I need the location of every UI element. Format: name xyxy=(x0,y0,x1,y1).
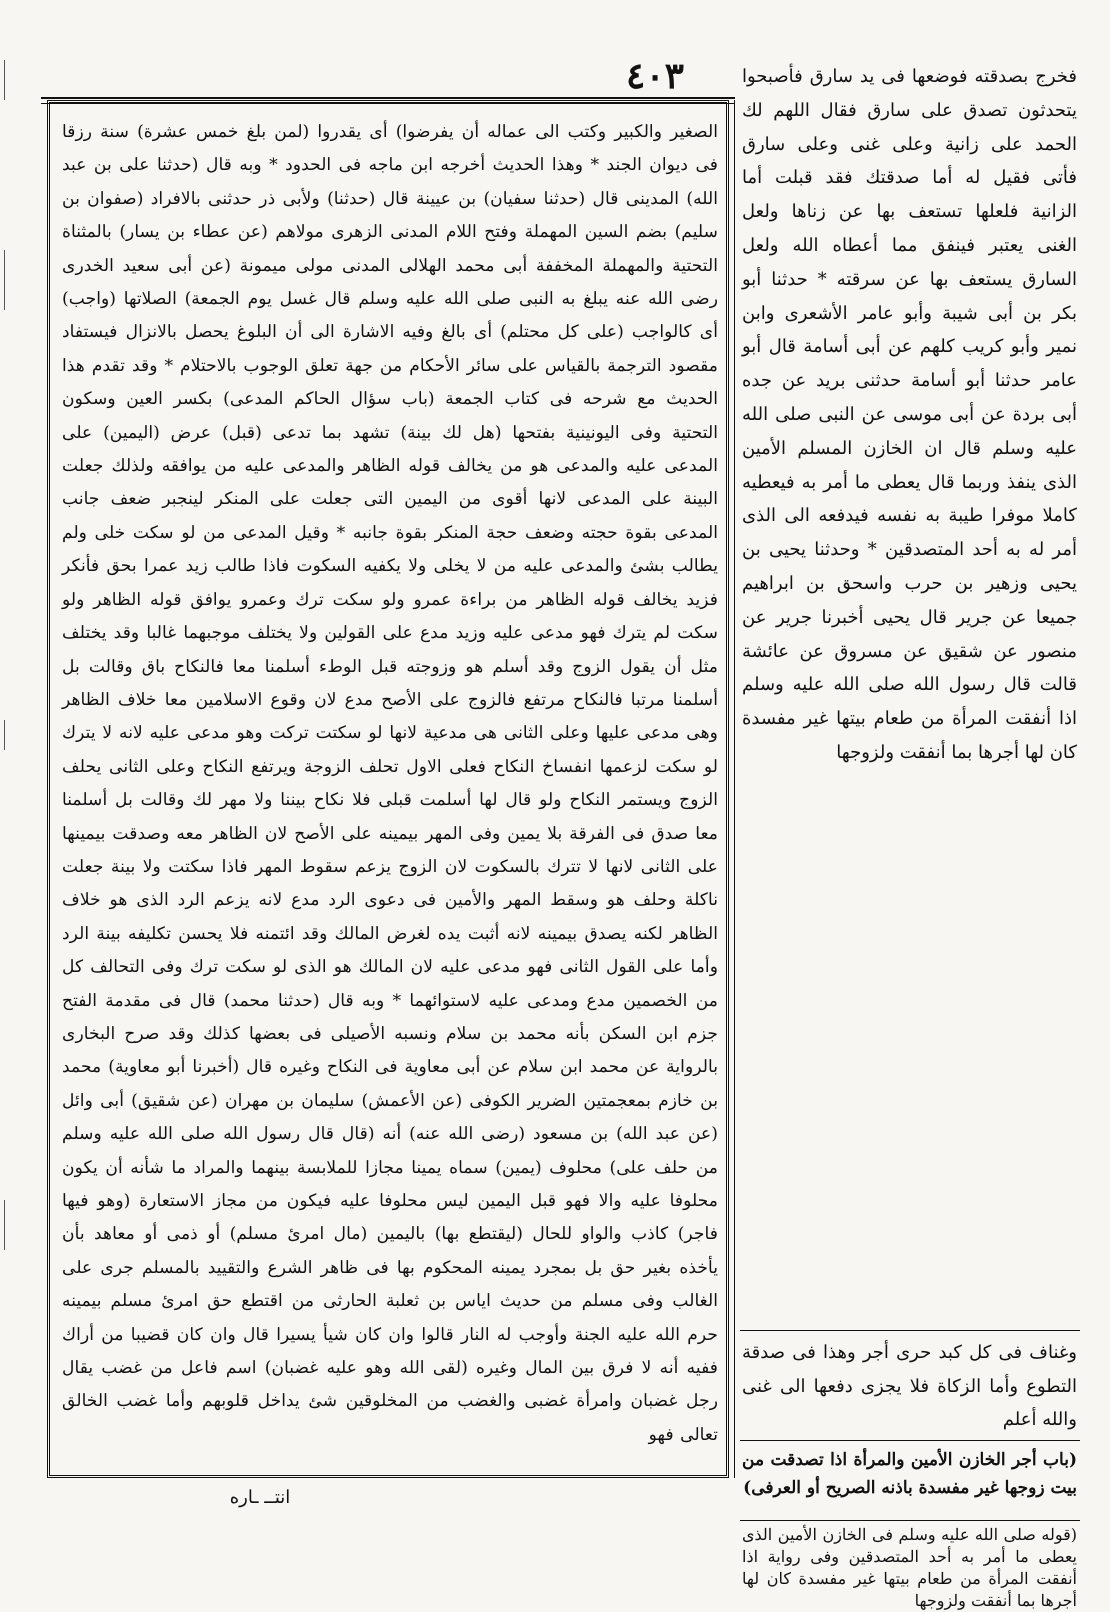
side-middle-paragraph: وغناف فى كل كبد حرى أجر وهذا فى صدقة التطوع وأما الزكاة فلا يجزى دفعها الى غنى والله أعلم xyxy=(742,1342,1077,1430)
main-paragraph: الصغير والكبير وكتب الى عماله أن يفرضوا) أى يقدروا (لمن بلغ خمس عشرة) سنة رزقا فى ديوان الجند * وهذا الحديث أخرجه ابن ماجه فى الحدود * وبه قال (حدثنا على بن عبد الله) المدينى قال (حدثنا سفيان) بن عيينة قال (حدثنا) ولأبى ذر حدثنى بالافراد (صفوان بن سليم) بضم السين المهملة وفتح اللام المدنى الزهرى مولاهم (عن عطاء بن يسار) بالمثناة التحتية والمهملة المخففة أبى محمد الهلالى المدنى مولى ميمونة (عن أبى سعيد الخدرى رضى الله عنه يبلغ به النبى صلى الله عليه وسلم قال غسل يوم الجمعة) الصلاتها (واجب) أى كالواجب (على كل محتلم) أى بالغ وفيه الاشارة الى أن البلوغ يحصل بالانزال فيستفاد مقصود الترجمة بالقياس على سائر الأحكام من جهة تعلق الوجوب بالاحتلام * وقد تقدم هذا الحديث مع شرحه فى كتاب الجمعة (باب سؤال الحاكم المدعى) بكسر العين وسكون التحتية وفى اليونينية بفتحها (هل لك بينة) تشهد بما تدعى (قبل) عرض (اليمين) على المدعى عليه والمدعى هو من يخالف قوله الظاهر والمدعى عليه من يوافقه ولذلك جعلت البينة على المدعى لانها أقوى من اليمين التى جعلت على المنكر لينجبر ضعف جانب المدعى بقوة حجته وضعف حجة المنكر بقوة جانبه * وقيل المدعى من لو سكت خلى ولم يطالب بشئ والمدعى عليه من لا يخلى ولا يكفيه السكوت فاذا طالب زيد عمرا بحق فأنكر فزيد يخالف قوله الظاهر من براءة عمرو ولو سكت ترك وعمرو يوافق قوله الظاهر ولو سكت لم يترك فهو مدعى عليه وزيد مدع على القولين ولا يختلف موجبهما غالبا وقد يختلف مثل أن يقول الزوج وقد أسلم هو وزوجته قبل الوطء أسلمنا معا فالنكاح باق وقالت بل أسلمنا مرتبا فالنكاح مرتفع فالزوج على الأصح مدع لان وقوع الاسلامين معا خلاف الظاهر وهى مدعى عليها وعلى الثانى هى مدعية لانها لو سكتت تركت وهو مدعى عليه لانه لا يترك لو سكت لزعمها انفساخ النكاح فعلى الاول تحلف الزوجة ويرتفع النكاح وعلى الثانى يحلف الزوج ويستمر النكاح ولو قال لها أسلمت قبلى فلا نكاح بيننا ولا مهر لك وقالت بل أسلمنا معا صدق فى الفرقة بلا يمين وفى المهر بيمينه على الأصح لان الظاهر معه وصدقت بيمينها على الثانى لانها لا تترك بالسكوت لان الزوج يزعم سقوط المهر فاذا سكتت ولا بينة جعلت ناكلة وحلف هو وسقط المهر والأمين فى دعوى الرد مدع لانه يزعم الرد الذى هو خلاف الظاهر لكنه يصدق بيمينه لانه أثبت يده لغرض المالك وقد ائتمنه فلا يحسن تكليفه بينة الرد وأما على القول الثانى فهو مدعى عليه لان المالك هو الذى لو سكت ترك وفى التحالف كل من الخصمين مدع ومدعى عليه لاستوائهما * وبه قال (حدثنا محمد) قال فى مقدمة الفتح جزم ابن السكن بأنه محمد بن سلام ونسبه الأصيلى فى بعضها كذلك وقد صرح البخارى بالرواية عن محمد ابن سلام عن أبى معاوية فى النكاح وغيره قال (أخبرنا أبو معاوية) محمد بن خازم بمعجمتين الضرير الكوفى (عن الأعمش) سليمان بن مهران (عن شقيق) أبى وائل (عن عبد الله) بن مسعود (رضى الله عنه) أنه (قال قال رسول الله صلى الله عليه وسلم من حلف على) محلوف (يمين) سماه يمينا مجازا للملابسة بينهما والمراد ما شأنه أن يكون محلوفا عليه والا فهو قبل اليمين ليس محلوفا عليه فيكون من مجاز الاستعارة (وهو فيها فاجر) كاذب والواو للحال (ليقتطع بها) باليمين (مال امرئ مسلم) أو ذمى أو معاهد بأن يأخذه بغير حق بل بمجرد يمينه المحكوم بها فى ظاهر الشرع والتقييد بالمسلم جرى على الغالب وفى مسلم من حديث اياس بن ثعلبة الحارثى من اقتطع حق امرئ مسلم بيمينه حرم الله عليه الجنة وأوجب له النار قالوا وان كان شيأ يسيرا قال وان كان قضيبا من أراك ففيه أنه لا فرق بين المال وغيره (لقى الله وهو عليه غضبان) اسم فاعل من غضب يقال رجل غضبان وامرأة غضبى والغضب من المخلوقين شئ يداخل قلوبهم وأما غضب الخالق تعالى فهو xyxy=(62,122,718,1445)
chapter-heading-text: (باب أجر الخازن الأمين والمرأة اذا تصدقت من بيت زوجها غير مفسدة باذنه الصريح أو العرفى) xyxy=(742,1450,1077,1498)
side-top-paragraph: فخرج بصدقته فوضعها فى يد سارق فأصبحوا يتحدثون تصدق على سارق فقال اللهم لك الحمد على زانية وعلى غنى وعلى سارق فأتى فقيل له أما صدقتك فقد قبلت أما الزانية فلعلها تستعف بها عن زناها ولعل الغنى يعتبر فينفق مما أعطاه الله ولعل السارق يستعف بها عن سرقته * حدثنا أبو بكر بن أبى شيبة وأبو عامر الأشعرى وابن نمير وأبو كريب كلهم عن أبى أسامة قال أبو عامر حدثنا أبو أسامة حدثنى بريد عن جده أبى بردة عن أبى موسى عن النبى صلى الله عليه وسلم قال ان الخازن المسلم الأمين الذى ينفذ وربما قال يعطى ما أمر به فيعطيه كاملا موفرا طيبة به نفسه فيدفعه الى الذى أمر له به أحد المتصدقين * وحدثنا يحيى بن يحيى وزهير بن حرب واسحق بن ابراهيم جميعا عن جرير قال يحيى أخبرنا جرير عن منصور عن شقيق عن مسروق عن عائشة قالت قال رسول الله صلى الله عليه وسلم اذا أنفقت المرأة من طعام بيتها غير مفسدة كان لها أجرها بما أنفقت ولزوجها xyxy=(742,66,1077,763)
left-margin-marks xyxy=(4,0,12,1584)
side-divider-1 xyxy=(740,1330,1080,1331)
catchword: انتــ ـاره xyxy=(229,1487,291,1508)
side-hadith-text xyxy=(742,60,1077,1330)
side-commentary-text xyxy=(742,1524,1077,1610)
column-divider xyxy=(734,100,735,1478)
side-bottom-paragraph: (قوله صلى الله عليه وسلم فى الخازن الأمين الذى يعطى ما أمر به أحد المتصدقين وفى رواية اذا أنفقت المرأة من طعام بيتها غير مفسدة كان لها أجرها بما أنفقت ولزوجها xyxy=(742,1525,1077,1610)
side-divider-2 xyxy=(740,1440,1080,1441)
page-number: ٤٠٣ xyxy=(625,55,684,97)
side-divider-3 xyxy=(740,1520,1080,1521)
side-chapter-heading xyxy=(742,1446,1077,1502)
main-commentary-text xyxy=(62,116,718,1452)
side-middle-text xyxy=(742,1336,1077,1437)
